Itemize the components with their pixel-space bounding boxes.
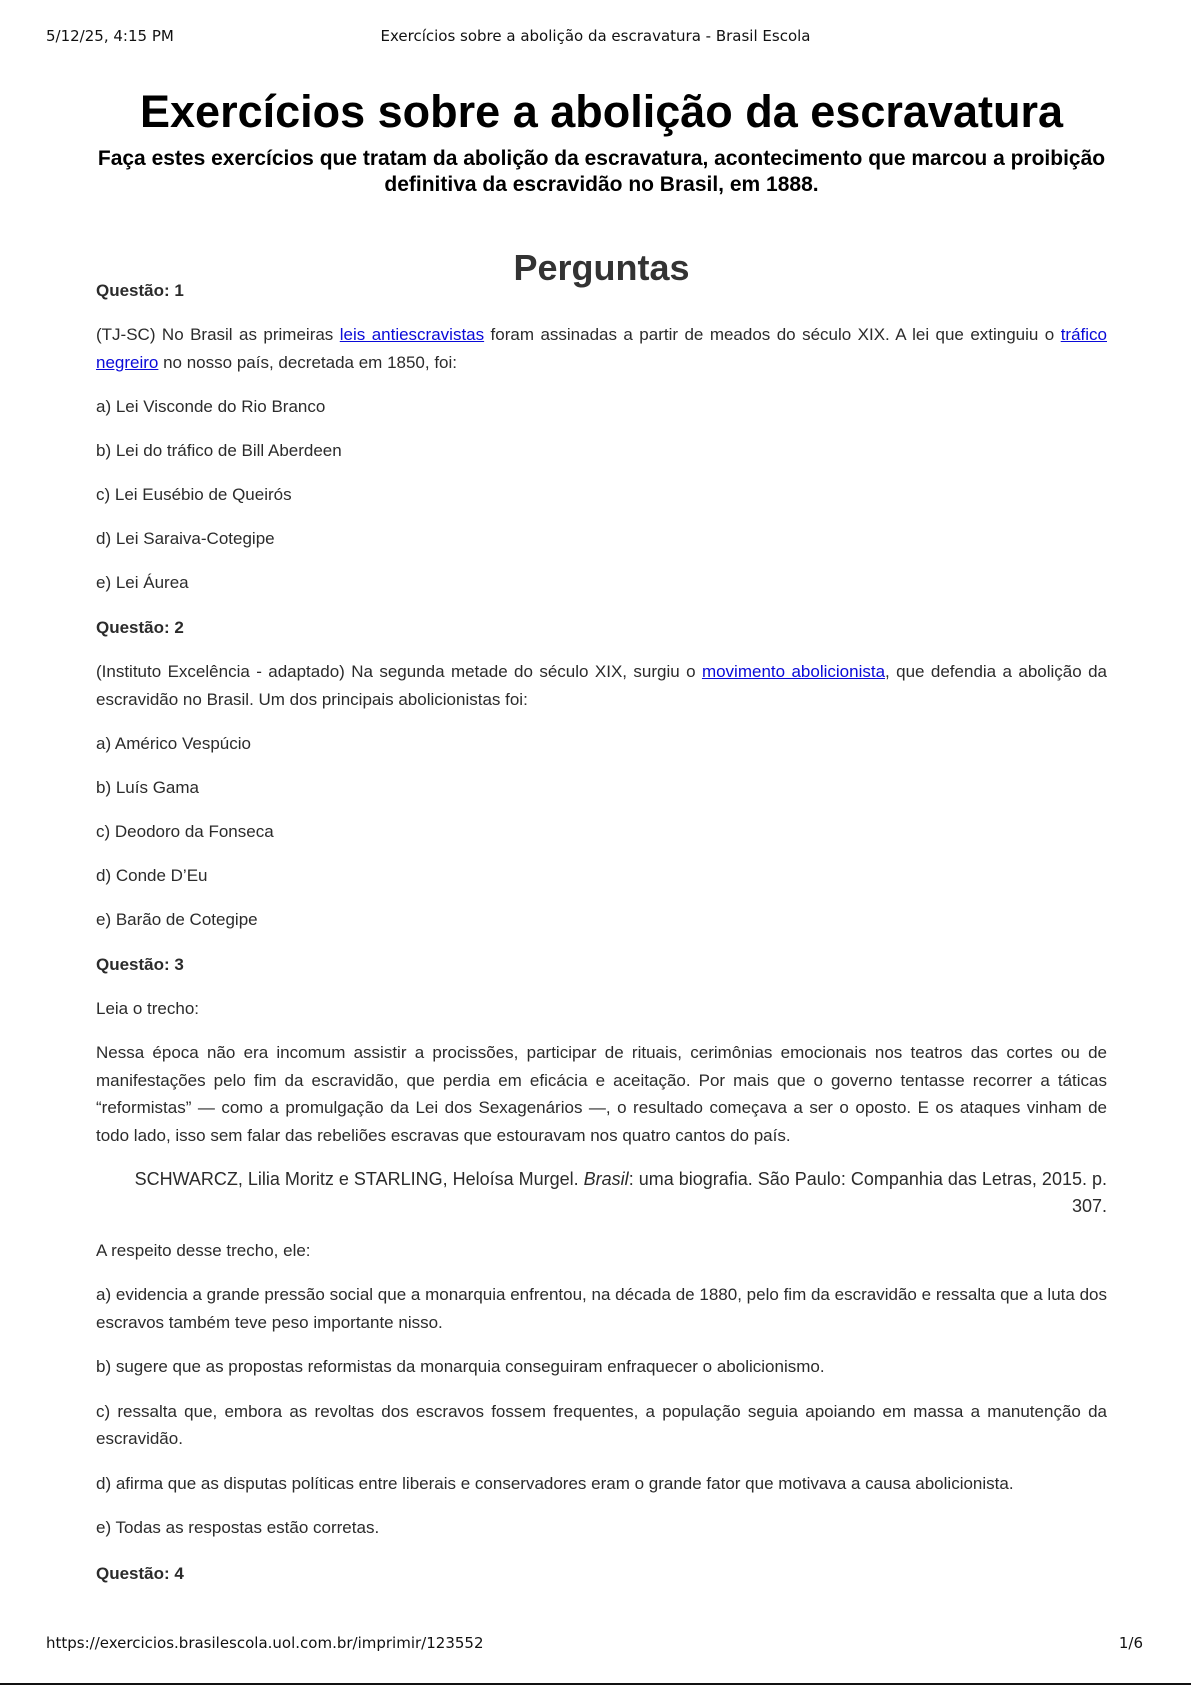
answer-option: b) Luís Gama (96, 778, 199, 797)
question-statement (96, 321, 1107, 376)
question-prompt: A respeito desse trecho, ele: (96, 1241, 311, 1260)
citation-text: SCHWARCZ, Lilia Moritz e STARLING, Heloísa Murgel. (134, 1169, 584, 1189)
answer-option: a) Lei Visconde do Rio Branco (96, 397, 326, 416)
answer-option: b) sugere que as propostas reformistas da monarquia conseguiram enfraquecer o abolicionismo. (96, 1357, 825, 1376)
statement-text: (Instituto Excelência - adaptado) Na segunda metade do século XIX, surgiu o (96, 662, 702, 681)
question-statement (96, 658, 1107, 713)
print-date: 5/12/25, 4:15 PM (46, 27, 174, 45)
question-intro: Leia o trecho: (96, 999, 200, 1018)
link-leis-antiescravistas[interactable]: leis antiescravistas (339, 325, 485, 344)
answer-option: e) Barão de Cotegipe (96, 910, 258, 929)
page-title: Exercícios sobre a abolição da escravatura (140, 86, 1063, 137)
answer-option: b) Lei do tráfico de Bill Aberdeen (96, 441, 342, 460)
answer-option: d) afirma que as disputas políticas entre liberais e conservadores eram o grande fator que motivava a causa abolicionista. (96, 1473, 1014, 1493)
link-trafico-negreiro[interactable]: tráfico negreiro (96, 325, 1107, 372)
statement-text: foram assinadas a partir de meados do século XIX. A lei que extinguiu o (484, 325, 1061, 344)
section-heading: Perguntas (513, 247, 690, 288)
question-label: Questão: 4 (96, 1563, 184, 1583)
question-3 (96, 952, 1107, 1542)
question-label: Questão: 3 (96, 955, 184, 974)
answer-option: c) Deodoro da Fonseca (96, 822, 274, 841)
question-4 (96, 1561, 1107, 1587)
quoted-excerpt: Nessa época não era incomum assistir a procissões, participar de rituais, cerimônias emocionais nos teatros das cortes ou de manifestações pelo fim da escravidão, que perdia em eficácia e aceitação. Por mais que o governo tentasse recorrer a táticas “reformistas” — como a promulgação da Lei dos Sexagenários —, o resultado começava a ser o oposto. E os ataques vinham de todo lado, isso sem falar das rebeliões escravas que estouravam nos quatro cantos do país. (96, 1043, 1107, 1145)
statement-text: , que defendia a abolição da escravidão no Brasil. Um dos principais abolicionistas foi: (96, 662, 1107, 709)
answer-option: a) evidencia a grande pressão social que a monarquia enfrentou, na década de 1880, pelo fim da escravidão e ressalta que a luta dos escravos também teve peso importante nisso. (96, 1285, 1107, 1332)
answer-option: d) Conde D’Eu (96, 866, 208, 885)
article-content (96, 84, 1107, 1587)
citation-text: : uma biografia. São Paulo: Companhia das Letras, 2015. p. 307. (628, 1169, 1107, 1216)
answer-option: e) Todas as respostas estão corretas. (96, 1518, 380, 1537)
citation (96, 1166, 1107, 1220)
citation-book-title: Brasil (583, 1169, 629, 1189)
statement-text: (TJ-SC) No Brasil as primeiras (96, 325, 340, 344)
question-label: Questão: 2 (96, 618, 184, 637)
answer-option: c) ressalta que, embora as revoltas dos escravos fossem frequentes, a população seguia apoiando em massa a manutenção da escravidão. (96, 1401, 1107, 1448)
answer-option: d) Lei Saraiva-Cotegipe (96, 529, 275, 548)
question-label: Questão: 1 (96, 281, 184, 300)
question-2 (96, 615, 1107, 933)
page-subtitle: Faça estes exercícios que tratam da abolição da escravatura, acontecimento que marcou a proibição definitiva da escravidão no Brasil, em 1888. (97, 147, 1106, 196)
answer-option: a) Américo Vespúcio (96, 734, 251, 753)
answer-option: c) Lei Eusébio de Queirós (96, 485, 292, 504)
question-1 (96, 278, 1107, 596)
print-header (0, 27, 1191, 49)
print-document-title: Exercícios sobre a abolição da escravatura - Brasil Escola (380, 27, 811, 45)
print-url: https://exercicios.brasilescola.uol.com.br/imprimir/123552 (46, 1634, 484, 1652)
page-number: 1/6 (1118, 1634, 1143, 1652)
link-movimento-abolicionista[interactable]: movimento abolicionista (701, 662, 886, 681)
statement-text: no nosso país, decretada em 1850, foi: (158, 352, 458, 372)
answer-option: e) Lei Áurea (96, 573, 189, 592)
